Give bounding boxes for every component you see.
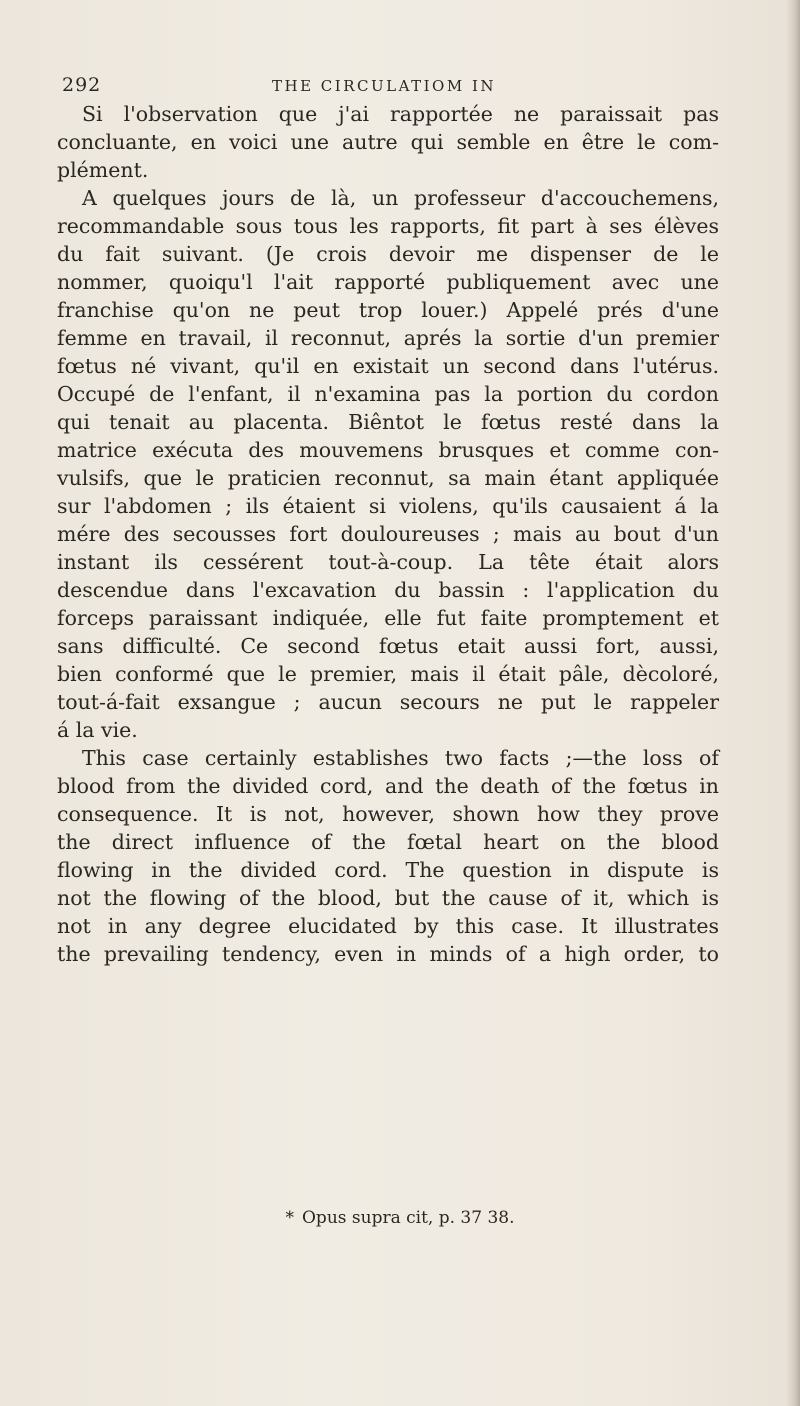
page-number: 292 — [62, 74, 102, 96]
text-line: plément. — [57, 158, 149, 182]
text-line: the direct influence of the fœtal heart on the blood — [57, 830, 719, 854]
text-line: consequence. It is not, however, shown how they prove — [57, 802, 719, 826]
text-line: flowing in the divided cord. The question in dispute is — [57, 858, 719, 882]
footnote-marker: * — [285, 1208, 294, 1228]
text-line: not the flowing of the blood, but the cause of it, which is — [57, 886, 719, 910]
text-line: vulsifs, que le praticien reconnut, sa main étant appliquée — [57, 466, 719, 490]
text-line: du fait suivant. (Je crois devoir me dispenser de le — [57, 242, 719, 266]
text-line: á la vie. — [57, 718, 138, 742]
text-line: matrice exécuta des mouvemens brusques et comme con- — [57, 438, 719, 462]
text-line: the prevailing tendency, even in minds of a high order, to — [57, 942, 719, 966]
footnote — [0, 1208, 800, 1228]
running-head: THE CIRCULATIOM IN — [272, 77, 496, 95]
text-line: descendue dans l'excavation du bassin : l'application du — [57, 578, 719, 602]
text-line: concluante, en voici une autre qui semble en être le com- — [57, 130, 719, 154]
text-line: This case certainly establishes two facts ;—the loss of — [82, 746, 719, 770]
text-line: blood from the divided cord, and the death of the fœtus in — [57, 774, 719, 798]
text-line: mére des secousses fort douloureuses ; mais au bout d'un — [57, 522, 719, 546]
footnote-text: Opus supra cit, p. 37 38. — [302, 1208, 515, 1228]
text-line: fœtus né vivant, qu'il en existait un second dans l'utérus. — [57, 354, 719, 378]
text-line: recommandable sous tous les rapports, fit part à ses élèves — [57, 214, 719, 238]
text-line: sans difficulté. Ce second fœtus etait aussi fort, aussi, — [57, 634, 719, 658]
text-line: not in any degree elucidated by this case. It illustrates — [57, 914, 719, 938]
text-line: bien conformé que le premier, mais il était pâle, dècoloré, — [57, 662, 719, 686]
text-line: nommer, quoiqu'l l'ait rapporté publiquement avec une — [57, 270, 719, 294]
text-line: forceps paraissant indiquée, elle fut faite promptement et — [57, 606, 719, 630]
text-line: Occupé de l'enfant, il n'examina pas la portion du cordon — [57, 382, 719, 406]
text-line: A quelques jours de là, un professeur d'accouchemens, — [82, 186, 719, 210]
text-line: Si l'observation que j'ai rapportée ne paraissait pas — [82, 102, 719, 126]
text-line: tout-á-fait exsangue ; aucun secours ne put le rappeler — [57, 690, 719, 714]
text-line: franchise qu'on ne peut trop louer.) Appelé prés d'une — [57, 298, 719, 322]
text-line: sur l'abdomen ; ils étaient si violens, qu'ils causaient á la — [57, 494, 719, 518]
text-line: qui tenait au placenta. Biêntot le fœtus resté dans la — [57, 410, 719, 434]
text-line: femme en travail, il reconnut, aprés la sortie d'un premier — [57, 326, 719, 350]
page-edge-shadow — [786, 0, 800, 1406]
text-line: instant ils cessérent tout-à-coup. La tête était alors — [57, 550, 719, 574]
